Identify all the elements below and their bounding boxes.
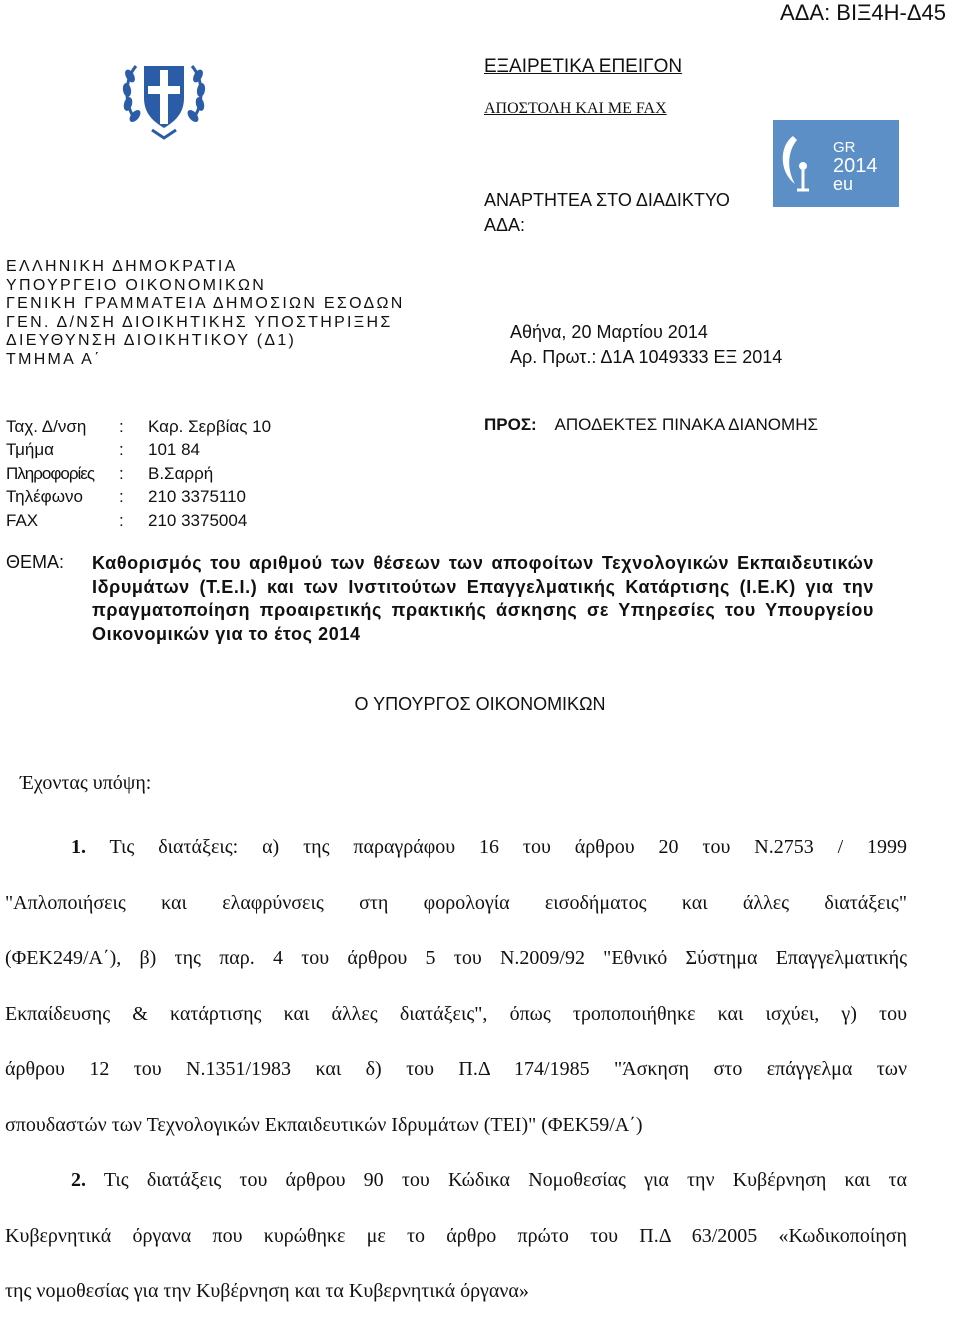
having-in-mind: Έχοντας υπόψη: [20, 772, 152, 794]
ministry-line: ΔΙΕΥΘΥΝΣΗ ΔΙΟΙΚΗΤΙΚΟΥ (Δ1) [6, 332, 297, 349]
contact-separator: : [119, 510, 124, 530]
logo-year-text: 2014 [833, 155, 878, 177]
item-number: 1. [71, 836, 86, 858]
contact-value: Β.Σαρρή [148, 463, 214, 483]
list-item-first-line [5, 820, 907, 876]
recipient-value: ΑΠΟΔΕΚΤΕΣ ΠΙΝΑΚΑ ΔΙΑΝΟΜΗΣ [554, 415, 818, 434]
ministry-line: ΓΕΝΙΚΗ ΓΡΑΜΜΑΤΕΙΑ ΔΗΜΟΣΙΩΝ ΕΣΟΔΩΝ [6, 295, 405, 312]
subject-text: Καθορισμός του αριθμού των θέσεων των αποφοίτων Τεχνολογικών Εκπαιδευτικών Ιδρυμάτων (Τ.Ε.Ι.) και των Ινστιτούτων Επαγγελματικής Κατάρτισης (Ι.Ε.Κ) για την πραγματοποίηση προαιρετικής πρακτικής άσκησης σε Υπηρεσίες του Υπουργείου Οικονομικών για το έτος 2014 [92, 553, 874, 644]
contact-value: 210 3375004 [148, 510, 248, 530]
urgency-label: ΕΞΑΙΡΕΤΙΚΑ ΕΠΕΙΓΟΝ [484, 56, 683, 77]
logo-gr-text: GR [833, 139, 856, 156]
gr2014-eu-logo [773, 120, 899, 207]
ministry-header [6, 258, 405, 369]
contact-separator: : [119, 463, 124, 483]
item-text: Τις διατάξεις: α) της παραγράφου 16 του άρθρου 20 του Ν.2753 / 1999 [109, 836, 908, 858]
item-text: Τις διατάξεις του άρθρου 90 του Κώδικα Νομοθεσίας για την Κυβέρνηση και τα [103, 1169, 907, 1191]
recipient [484, 415, 818, 435]
contact-separator: : [119, 417, 124, 436]
item-number: 2. [71, 1169, 86, 1191]
ministry-line: ΕΛΛΗΝΙΚΗ ΔΗΜΟΚΡΑΤΙΑ [6, 258, 238, 275]
contact-row [6, 415, 271, 438]
contact-value: 101 84 [148, 440, 200, 460]
contact-label: FAX [6, 510, 39, 530]
contact-row [6, 438, 271, 461]
ministry-line: ΥΠΟΥΡΓΕΙΟ ΟΙΚΟΝΟΜΙΚΩΝ [6, 276, 267, 294]
contact-separator: : [119, 440, 124, 460]
date-line: Αθήνα, 20 Μαρτίου 2014 [510, 322, 708, 342]
ministry-line: ΤΜΗΜΑ Α΄ [6, 350, 102, 368]
publish-ada-line: ΑΔΑ: [484, 215, 526, 235]
date-protocol [510, 320, 782, 370]
contact-value: 210 3375110 [148, 487, 247, 507]
contact-row [6, 509, 271, 532]
item-line: (ΦΕΚ249/Α΄), β) της παρ. 4 του άρθρου 5 του Ν.2009/92 "Εθνικό Σύστημα Επαγγελματικής [5, 947, 907, 969]
contact-info [6, 415, 271, 532]
document-body [5, 820, 907, 1320]
minister-heading: Ο ΥΠΟΥΡΓΟΣ ΟΙΚΟΝΟΜΙΚΩΝ [354, 694, 606, 714]
logo-eu-text: eu [833, 174, 854, 194]
contact-row [6, 462, 271, 485]
contact-value: Καρ. Σερβίας 10 [148, 417, 272, 436]
item-line: Εκπαίδευσης & κατάρτισης και άλλες διατάξεις", όπως τροποποιήθηκε και ισχύει, γ) του [5, 1002, 907, 1025]
contact-label: Τμήμα [6, 440, 55, 460]
greek-coat-of-arms-icon [118, 50, 210, 142]
ministry-line: ΓΕΝ. Δ/ΝΣΗ ΔΙΟΙΚΗΤΙΚΗΣ ΥΠΟΣΤΗΡΙΞΗΣ [6, 313, 393, 331]
fax-label: ΑΠΟΣΤΟΛΗ ΚΑΙ ΜΕ FAX [484, 100, 667, 117]
subject-label: ΘΕΜΑ: [6, 552, 65, 572]
contact-label: Πληροφορίες [6, 463, 95, 483]
item-line: Κυβερνητικά όργανα που κυρώθηκε με το άρθρο πρώτο του Π.Δ 63/2005 «Κωδικοποίηση [5, 1224, 907, 1247]
item-line: "Απλοποιήσεις και ελαφρύνσεις στη φορολογία εισοδήματος και άλλες διατάξεις" [5, 891, 907, 914]
item-line: άρθρου 12 του Ν.1351/1983 και δ) του Π.Δ 174/1985 "Άσκηση στο επάγγελμα των [5, 1058, 907, 1080]
item-line: σπουδαστών των Τεχνολογικών Εκπαιδευτικών Ιδρυμάτων (ΤΕΙ)" (ΦΕΚ59/Α΄) [5, 1113, 643, 1136]
item-line: της νομοθεσίας για την Κυβέρνηση και τα Κυβερνητικά όργανα» [5, 1280, 529, 1302]
recipient-label: ΠΡΟΣ: [484, 415, 537, 434]
contact-row [6, 485, 271, 508]
ada-code: ΑΔΑ: ΒΙΞ4Η-Δ45 [780, 0, 946, 25]
protocol-number: Αρ. Πρωτ.: Δ1Α 1049333 ΕΞ 2014 [510, 347, 783, 367]
list-item-first-line [5, 1153, 907, 1209]
publish-line: ΑΝΑΡΤΗΤΕΑ ΣΤΟ ΔΙΑΔΙΚΤΥΟ [484, 190, 730, 210]
publish-note [484, 188, 730, 238]
contact-label: Τηλέφωνο [6, 487, 83, 507]
contact-separator: : [119, 487, 124, 507]
contact-label: Ταχ. Δ/νση [6, 417, 87, 436]
